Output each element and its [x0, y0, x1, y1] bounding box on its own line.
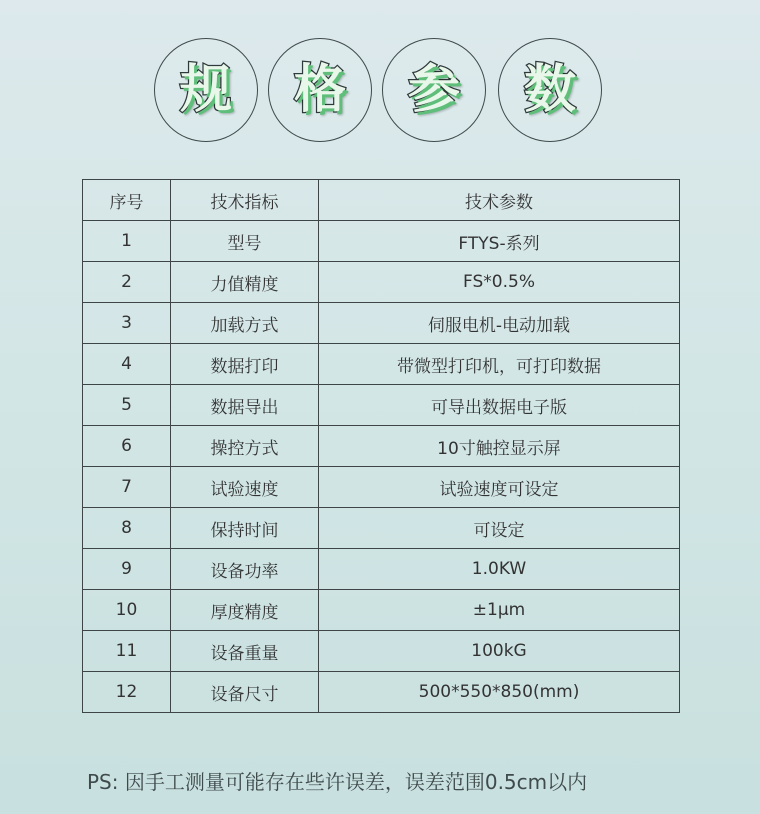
row-value: 带微型打印机，可打印数据	[319, 344, 680, 385]
page-title	[0, 38, 760, 144]
row-index: 8	[83, 508, 171, 549]
row-index: 11	[83, 631, 171, 672]
title-char: 数	[523, 60, 576, 120]
row-index: 7	[83, 467, 171, 508]
footnote: PS: 因手工测量可能存在些许误差，误差范围0.5cm以内	[87, 770, 588, 794]
row-index: 3	[83, 303, 171, 344]
row-index: 6	[83, 426, 171, 467]
row-value: 100kG	[319, 631, 680, 672]
row-metric: 设备重量	[171, 631, 319, 672]
title-char: 规	[179, 60, 232, 120]
row-value: 试验速度可设定	[319, 467, 680, 508]
header-parameter: 技术参数	[319, 180, 680, 221]
row-index: 12	[83, 672, 171, 713]
title-circle	[154, 38, 258, 142]
row-index: 9	[83, 549, 171, 590]
row-metric: 设备功率	[171, 549, 319, 590]
row-index: 2	[83, 262, 171, 303]
header-metric: 技术指标	[171, 180, 319, 221]
row-metric: 设备尺寸	[171, 672, 319, 713]
title-char: 格	[293, 60, 346, 120]
row-value: 500*550*850(mm)	[319, 672, 680, 713]
row-index: 4	[83, 344, 171, 385]
row-metric: 力值精度	[171, 262, 319, 303]
table-row	[83, 262, 680, 303]
title-char: 参	[407, 60, 460, 120]
table-row	[83, 672, 680, 713]
table-row	[83, 631, 680, 672]
row-index: 5	[83, 385, 171, 426]
row-metric: 操控方式	[171, 426, 319, 467]
row-value: 可导出数据电子版	[319, 385, 680, 426]
table-row	[83, 385, 680, 426]
row-metric: 保持时间	[171, 508, 319, 549]
row-value: 伺服电机-电动加载	[319, 303, 680, 344]
table-row	[83, 344, 680, 385]
header-index: 序号	[83, 180, 171, 221]
row-value: ±1μm	[319, 590, 680, 631]
table-row	[83, 426, 680, 467]
row-value: 可设定	[319, 508, 680, 549]
row-metric: 型号	[171, 221, 319, 262]
row-metric: 加载方式	[171, 303, 319, 344]
row-index: 10	[83, 590, 171, 631]
row-value: FTYS-系列	[319, 221, 680, 262]
title-circle	[498, 38, 602, 142]
row-metric: 数据导出	[171, 385, 319, 426]
table-row	[83, 467, 680, 508]
row-value: FS*0.5%	[319, 262, 680, 303]
table-row	[83, 549, 680, 590]
row-metric: 厚度精度	[171, 590, 319, 631]
table-row	[83, 221, 680, 262]
row-index: 1	[83, 221, 171, 262]
row-value: 10寸触控显示屏	[319, 426, 680, 467]
table-header-row	[83, 180, 680, 221]
row-metric: 数据打印	[171, 344, 319, 385]
row-value: 1.0KW	[319, 549, 680, 590]
spec-table	[82, 179, 680, 713]
row-metric: 试验速度	[171, 467, 319, 508]
table-row	[83, 508, 680, 549]
table-row	[83, 303, 680, 344]
table-row	[83, 590, 680, 631]
title-circle	[382, 38, 486, 142]
title-circle	[268, 38, 372, 142]
